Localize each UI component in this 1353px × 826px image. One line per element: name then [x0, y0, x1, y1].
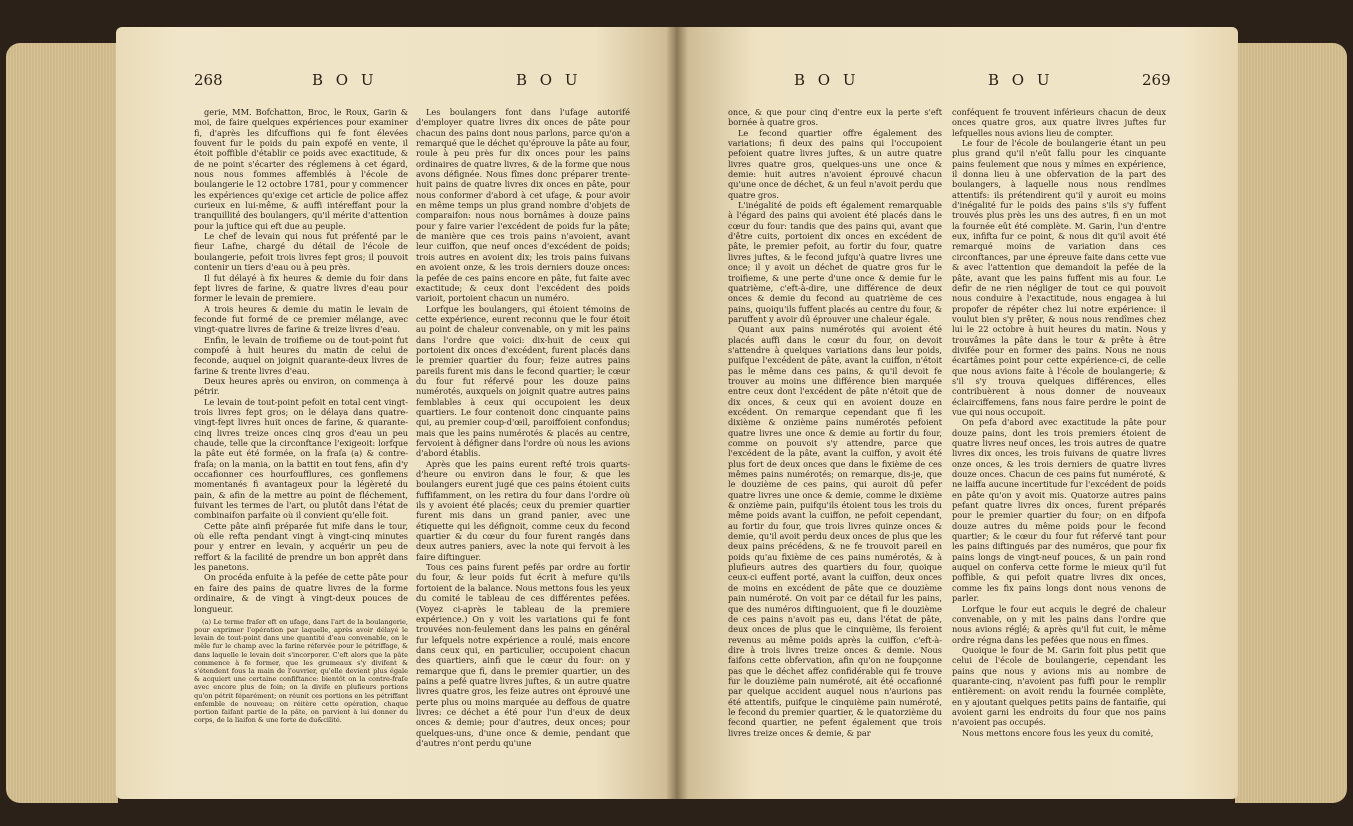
paragraph: Le levain de tout-point pefoit en total cent vingt-trois livres fept gros; on le délaya dans quatre-vingt-fept livres huit onces de farine, & quarante-cinq livres treize onces cinq gros d'eau un peu chaude, telle que la circonftance l'exigeoit: lorfque la pâte eut été formée, on la fraſa (a) & contre-fraſa; on la mania, on la battit en tout fens, afin d'y occafionner ces hourfoufflures, ces gonflemens momentanés fi avantageux pour la légèreté du pain, & afin de la mettre au point de fléchement, fuivant les termes de l'art, ou plutôt dans l'état de combinaifon parfaite où il convient qu'elle foit.: [194, 396, 408, 521]
paragraph: Il fut délayé à fix heures & demie du foir dans fept livres de farine, & quatre livres d'eau pour former le levain de premiere.: [194, 272, 408, 304]
paragraph: Le chef de levain qui nous fut préfenté par le fieur Lafne, chargé du détail de l'école de boulangerie, pefoit trois livres fept gros; il pouvoit contenir un tiers d'eau ou à peu près.: [194, 231, 408, 273]
paragraph: On pefa d'abord avec exactitude la pâte pour douze pains, dont les trois premiers étoient de quatre livres neuf onces, les trois autres de quatre livres dix onces, les trois fuivans de quatre livres onze onces, & les trois derniers de quatre livres douze onces. Chacun de ces pains fut numéroté, & ne laiffa aucune incertitude fur l'excédent de poids en pâte qu'on y avoit mis. Quatorze autres pains pefant quatre livres dix onces, furent préparés pour le premier quartier du four; on en difpofa douze autres du même poids pour le fecond quartier; & le cœur du four fut réfervé tant pour les pains diftingués par des numéros, que pour fix pains longs de vingt-neuf pouces, & un pain rond auquel on conferva cette forme le mieux qu'il fut poffible, & qui pefoit quatre livres dix onces, comme les fix pains longs dont nous venons de parler.: [952, 417, 1166, 604]
left-page-column-1: [194, 107, 408, 724]
right-page-edges: [1235, 43, 1347, 803]
running-header-left-col2: B O U: [516, 71, 582, 89]
paragraph: Deux heures après ou environ, on commença à pétrir.: [194, 375, 408, 397]
page-number-left: 268: [194, 71, 223, 89]
paragraph: Lorfque le four eut acquis le degré de chaleur convenable, on y mit les pains dans l'ordre que nous avions réglé; & après qu'il fut cuit, le même ordre régna dans les pefées que nous en fîmes.: [952, 603, 1166, 645]
paragraph: once, & que pour cinq d'entre eux la perte s'eft bornée à quatre gros.: [728, 107, 942, 128]
paragraph: Le fecond quartier offre également des variations; fi deux des pains qui l'occupoient pefoient quatre livres juftes, & un autre quatre livres quatre gros, quelques-uns une once & demie: huit autres n'avoient éprouvé chacun qu'une once de déchet, & un feul n'avoit perdu que quatre gros.: [728, 127, 942, 200]
paragraph: Quant aux pains numérotés qui avoient été placés auffi dans le cœur du four, on devoit s'attendre à quelques variations dans leur poids, puifque l'excédent de pâte, avant la cuiffon, n'étoit pas le même dans ces pains, & qu'il devoit fe trouver au moins une différence bien marquée entre ceux dont l'excédent de pâte n'étoit que de dix onces, & ceux qui en avoient douze en excédent. On remarque cependant que fi les dixième & onzième pains numérotés pefoient quatre livres une once & demie au fortir du four, comme on pouvoit s'y attendre, parce que l'excédent de la pâte, avant la cuiffon, y avoit été plus fort de deux onces que dans le fixième de ces mêmes pains numérotés; on remarque, dis-je, que le douzième de ces pains, qui auroit dû pefer quatre livres une once & demie, comme le dixième & onzième pain, puifqu'ils étoient tous les trois du même poids avant la cuiffon, ne pefoit cependant, au fortir du four, que trois livres quinze onces & demie, qu'il avoit perdu deux onces de plus que les deux pains précédens, & ne fe trouvoit pareil en poids qu'au fixième de ces pains numérotés, & à plufieurs autres des quartiers du four, quoique ceux-ci euffent porté, avant la cuiffon, deux onces de moins en excédent de pâte que ce douzième pain numéroté. On voit par ce détail fur les pains, que des numéros diftinguoient, que fi le douzième de ces pains n'avoit pas eu, dans l'état de pâte, deux onces de plus que le cinquième, ils feroient revenus au même poids après la cuiffon, c'eft-à-dire à trois livres treize onces & demie. Nous faifons cette obfervation, afin qu'on ne foupçonne pas que le déchet affez confidérable qui fe trouve fur le douzième pain numéroté, ait été occafionné par quelque accident auquel nous n'aurions pas été attentifs, puifque le cinquième pain numéroté, le fecond du premier quartier, & le quatorzième du fecond quartier, ne pefent également que trois livres treize onces & demie, & par: [728, 324, 942, 738]
running-header-left-col1: B O U: [312, 71, 378, 89]
paragraph: On procéda enfuite à la pefée de cette pâte pour en faire des pains de quatre livres de la forme ordinaire, & de vingt à vingt-deux pouces de longueur.: [194, 572, 408, 614]
open-book: [6, 5, 1347, 821]
paragraph: Cette pâte ainfi préparée fut mife dans le tour, où elle refta pendant vingt à vingt-cinq minutes pour y entrer en levain, y acquérir un peu de reffort & la facilité de prendre un bon apprêt dans les panetons.: [194, 520, 408, 573]
left-page: [116, 27, 680, 799]
paragraph: Lorfque les boulangers, qui étoient témoins de cette expérience, eurent reconnu que le four étoit au point de chaleur convenable, on y mit les pains dans l'ordre que voici: dix-huit de ceux qui portoient dix onces d'excédent, furent placés dans le premier quartier du four; feize autres pains pareils furent mis dans le fecond quartier; le cœur du four fut réfervé pour les douze pains numérotés, auxquels on joignit quatre autres pains femblables à ceux qui occupoient les deux quartiers. Le four contenoit donc cinquante pains qui, au premier coup-d'œil, paroiffoient confondus; mais que les pains numérotés & placés au centre, fervoient à défigner dans l'ordre où nous les avions d'abord établis.: [416, 303, 630, 459]
paragraph: L'inégalité de poids eft également remarquable à l'égard des pains qui avoient été placés dans le cœur du four: tandis que des pains qui, avant que d'être cuits, portoient dix onces en excédent de pâte, le premier pefoit, au fortir du four, quatre livres juftes, & le fecond jufqu'à quatre livres une once; il y avoit un déchet de quatre gros fur le troifieme, & une perte d'une once & demie fur le quatrième, c'eft-à-dire, une différence de deux onces & demie du fecond au quatrième de ces pains, quoiqu'ils fuffent placés au centre du four, & paruffent y avoir dû éprouver une chaleur égale.: [728, 200, 942, 324]
paragraph: gerie, MM. Bofchatton, Broc, le Roux, Garin & moi, de faire quelques expériences pour examiner fi, d'après les difcuffions qui fe font élevées fouvent fur le poids du pain expofé en vente, il étoit poffible d'établir ce poids avec exactitude, & de ne point s'écarter des réglemens à cet égard, nous nous fommes affemblés à l'école de boulangerie le 12 octobre 1781, pour y commencer les expériences qu'exige cet article de police affez curieux en lui-même, & auffi intéreffant pour la tranquillité des boulangers, qu'il mérite d'attention pour la juftice qui eft due au peuple.: [194, 107, 408, 231]
paragraph: Quoique le four de M. Garin foit plus petit que celui de l'école de boulangerie, cependant les pains que nous y avions mis au nombre de quarante-cinq, n'avoient pas fuffi pour le remplir entièrement: on avoit rendu la fournée complète, en y ajoutant quelques petits pains de fantaifie, qui avoient garni les endroits du four que nos pains n'avoient pas occupés.: [952, 644, 1166, 728]
paragraph: Après que les pains eurent refté trois quarts-d'heure ou environ dans le four, & que les boulangers eurent jugé que ces pains étoient cuits fuffifamment, on les retira du four dans l'ordre où ils y avoient été placés; ceux du premier quartier furent mis dans un grand panier, avec une étiquette qui les défignoit, comme ceux du fecond quartier & du cœur du four furent rangés dans deux autres paniers, avec la note qui fervoit à les faire diftinguer.: [416, 458, 630, 562]
footnote: [194, 618, 408, 725]
paragraph: Le four de l'école de boulangerie étant un peu plus grand qu'il n'eût fallu pour les cinquante pains feulement que nous y mîmes en expérience, il donna lieu à une obfervation de la part des boulangers, à laquelle nous nous rendîmes attentifs: ils prétendirent qu'il y auroit eu moins d'inégalité fur le poids des pains s'ils s'y fuffent trouvés plus près les uns des autres, fi en un mot la fournée eût été complète. M. Garin, l'un d'entre eux, infifta fur ce point, & nous dit qu'il avoit été remarqué moins de variation dans ces circonftances, par une épreuve faite dans cette vue & avec l'attention que demandoit la pefée de la pâte, avant que les pains fuffent mis au four. Le defir de ne rien négliger de tout ce qui pouvoit nous conduire à l'exactitude, nous engagea à lui propofer de répéter chez lui notre expérience: il voulut bien s'y prêter, & nous nous rendîmes chez lui le 22 octobre à huit heures du matin. Nous y trouvâmes la pâte dans le tour & prête à être divifée pour en former des pains. Nous ne nous écartâmes point pour cette expérience-ci, de celle que nous avions faite à l'école de boulangerie; & s'il s'y trouva quelques différences, elles contribuèrent à nous donner de nouveaux éclairciffemens, fans nous faire perdre le point de vue qui nous occupoit.: [952, 138, 1166, 417]
paragraph: A trois heures & demie du matin le levain de feconde fut formé de ce premier mélange, avec vingt-quatre livres de farine & treize livres d'eau.: [194, 303, 408, 335]
left-page-edges: [6, 43, 118, 803]
left-page-column-2: [416, 107, 630, 748]
right-page: [676, 27, 1238, 799]
right-page-column-1: [728, 107, 942, 738]
paragraph: Les boulangers font dans l'ufage autorifé d'employer quatre livres dix onces de pâte pour chacun des pains dont nous parlons, parce qu'on a remarqué que le déchet qu'éprouve la pâte au four, roule à peu près fur dix onces pour les pains ordinaires de quatre livres, & de la forme que nous avons défignée. Nous fîmes donc préparer trente-huit pains de quatre livres dix onces en pâte, pour nous conformer d'abord à cet ufage, & pour avoir en même temps un plus grand nombre d'objets de comparaifon: nous nous bornâmes à douze pains pour y faire varier l'excédent de poids fur la pâte; de manière que ces trois pains n'avoient, avant leur cuiffon, que neuf onces d'excédent de poids; trois autres en avoient dix; les trois pains fuivans en avoient onze, & les trois derniers douze onces: la pefée de ces pains encore en pâte, fut faite avec exactitude; & ceux dont l'excédent des poids varioit, portoient chacun un numéro.: [416, 107, 630, 304]
running-header-right-col1: B O U: [794, 71, 860, 89]
paragraph: Tous ces pains furent pefés par ordre au fortir du four, & leur poids fut écrit à mefure qu'ils fortoient de la balance. Nous mettons fous les yeux du comité le tableau de ces différentes pefées. (Voyez ci-après le tableau de la premiere expérience.) On y voit les variations qui fe font trouvées non-feulement dans les pains en général fur lefquels notre expérience a roulé, mais encore dans ceux qui, en particulier, occupoient chacun des quartiers, ainfi que le cœur du four: on y remarque que fi, dans le premier quartier, un des pains a pefé quatre livres juftes, & un autre quatre livres quatre gros, les feize autres ont éprouvé une perte plus ou moins marquée au deffous de quatre livres: ce déchet a été pour l'un d'eux de deux onces & demie; pour d'autres, deux onces; pour quelques-uns, d'une once & demie, pendant que d'autres n'ont perdu qu'une: [416, 562, 630, 748]
footnote-text: (a) Le terme fraſer eft en ufage, dans l'art de la boulangerie, pour exprimer l'opération par laquelle, après avoir délayé le levain de tout-point dans une quantité d'eau convenable, on le mêle fur le champ avec la farine réfervée pour le pétriffage, & dans laquelle le levain doit s'incorporer. C'eft alors que la pâte commence à fe former, que les grumeaux s'y divifent & s'étendent fous la main de l'ouvrier, qu'elle devient plus égale & acquiert une certaine confiftance: bientôt on la contre-fraſe avec encore plus de foin; on la divife en plufieurs portions qu'on pétrit féparément; on réunit ces portions en les pétriffant enfemble de nouveau; on réitère cette opération, chaque portion faifant partie de la pâte, on parvient à lui donner du corps, de la liaifon & une forte de du&cilité.: [194, 617, 408, 725]
book-gutter: [666, 27, 688, 799]
right-page-column-2: [952, 107, 1166, 738]
page-number-right: 269: [1142, 71, 1171, 89]
paragraph: Enfin, le levain de troifieme ou de tout-point fut compofé à huit heures du matin de celui de feconde, auquel on joignit quarante-deux livres de farine & trente livres d'eau.: [194, 334, 408, 376]
paragraph: Nous mettons encore fous les yeux du comité,: [962, 727, 1154, 738]
paragraph: conféquent fe trouvent inférieurs chacun de deux onces quatre gros, aux quatre livres juftes fur lefquelles nous avions lieu de compter.: [952, 107, 1166, 138]
running-header-right-col2: B O U: [988, 71, 1054, 89]
